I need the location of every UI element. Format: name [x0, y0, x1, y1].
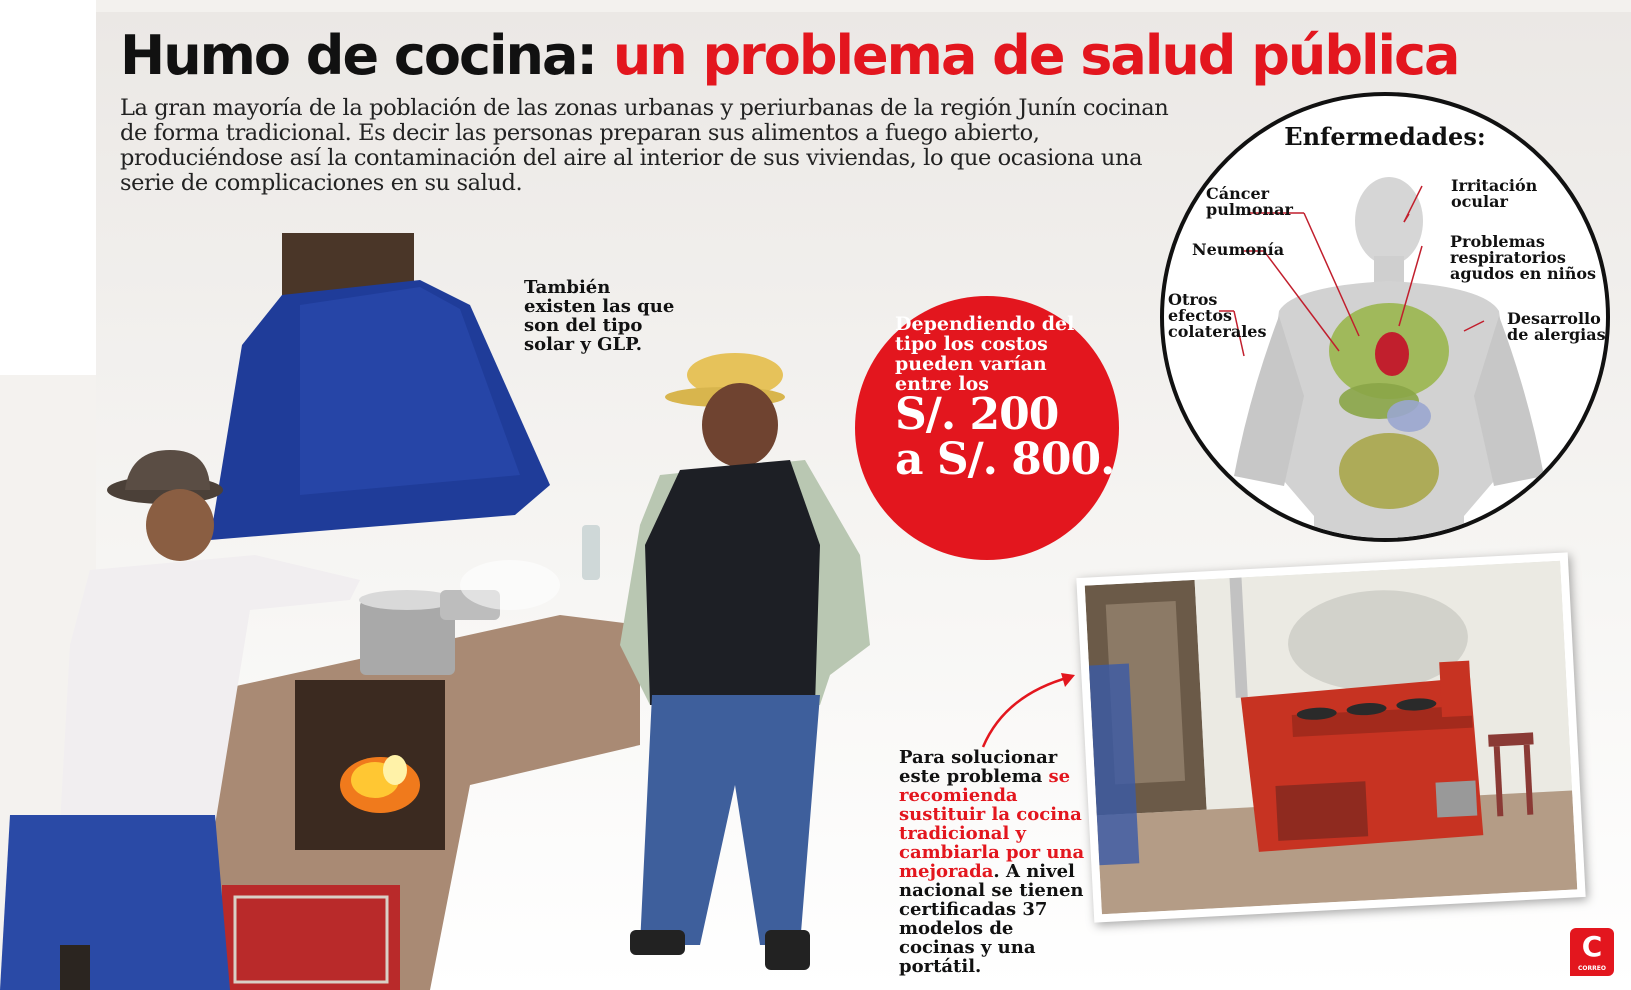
diseases-circle: [1160, 92, 1610, 542]
intestines: [1339, 433, 1439, 509]
gas-solar-note: También existen las que son del tipo solar y GLP.: [524, 277, 675, 355]
label-cancer: Cáncer pulmonar: [1206, 184, 1293, 219]
label-neumonia: Neumonía: [1192, 240, 1285, 259]
correo-logo: [1570, 928, 1614, 976]
heart: [1375, 332, 1409, 376]
cost-circle: [855, 296, 1119, 560]
label-alergias: Desarrollo de alergias: [1507, 309, 1606, 344]
label-respiratorios: Problemas respiratorios agudos en niños: [1450, 232, 1597, 283]
headline-part-1: Humo de cocina:: [120, 24, 596, 87]
solution-text-2: . A nivel nacional se tienen certificadas 37 modelos de cocinas y una portátil.: [899, 861, 1084, 977]
logo-name: CORREO: [1578, 965, 1606, 972]
cost-text: Dependiendo del tipo los costos pueden varían entre los: [895, 313, 1075, 395]
label-otros: Otros efectos colaterales: [1168, 290, 1267, 341]
man: [620, 353, 870, 970]
stove-door: [222, 885, 400, 990]
cost-range: [895, 389, 1115, 485]
intro-paragraph: La gran mayoría de la población de las zonas urbanas y periurbanas de la región Junín cocinan de forma tradicional. Es decir las personas preparan sus alimentos a fuego abierto, produciéndose así la contaminación del aire al interior de sus viviendas, lo que ocasiona una serie de complicaciones en su salud.: [120, 95, 1169, 196]
stomach: [1387, 400, 1431, 432]
solution-paragraph: [899, 748, 1089, 976]
cost-max: a S/. 800.: [895, 434, 1115, 485]
improved-stove-image: [1085, 561, 1578, 914]
logo-letter: C: [1581, 930, 1603, 963]
cost-min: S/. 200: [895, 389, 1059, 440]
improved-stove-photo: [1076, 552, 1585, 922]
traditional-kitchen-photo: [0, 225, 880, 990]
headline-part-2: un problema de salud pública: [612, 24, 1459, 87]
label-irritacion: Irritación ocular: [1451, 176, 1538, 211]
arrow-to-improved-stove: [975, 665, 1085, 755]
diseases-title: Enfermedades:: [1284, 122, 1486, 151]
solution-highlight: se recomienda sustituir la cocina tradicional y cambiarla por una mejorada: [899, 766, 1085, 882]
headline: [120, 24, 1458, 87]
solution-text-1: Para solucionar este problema: [899, 747, 1058, 787]
